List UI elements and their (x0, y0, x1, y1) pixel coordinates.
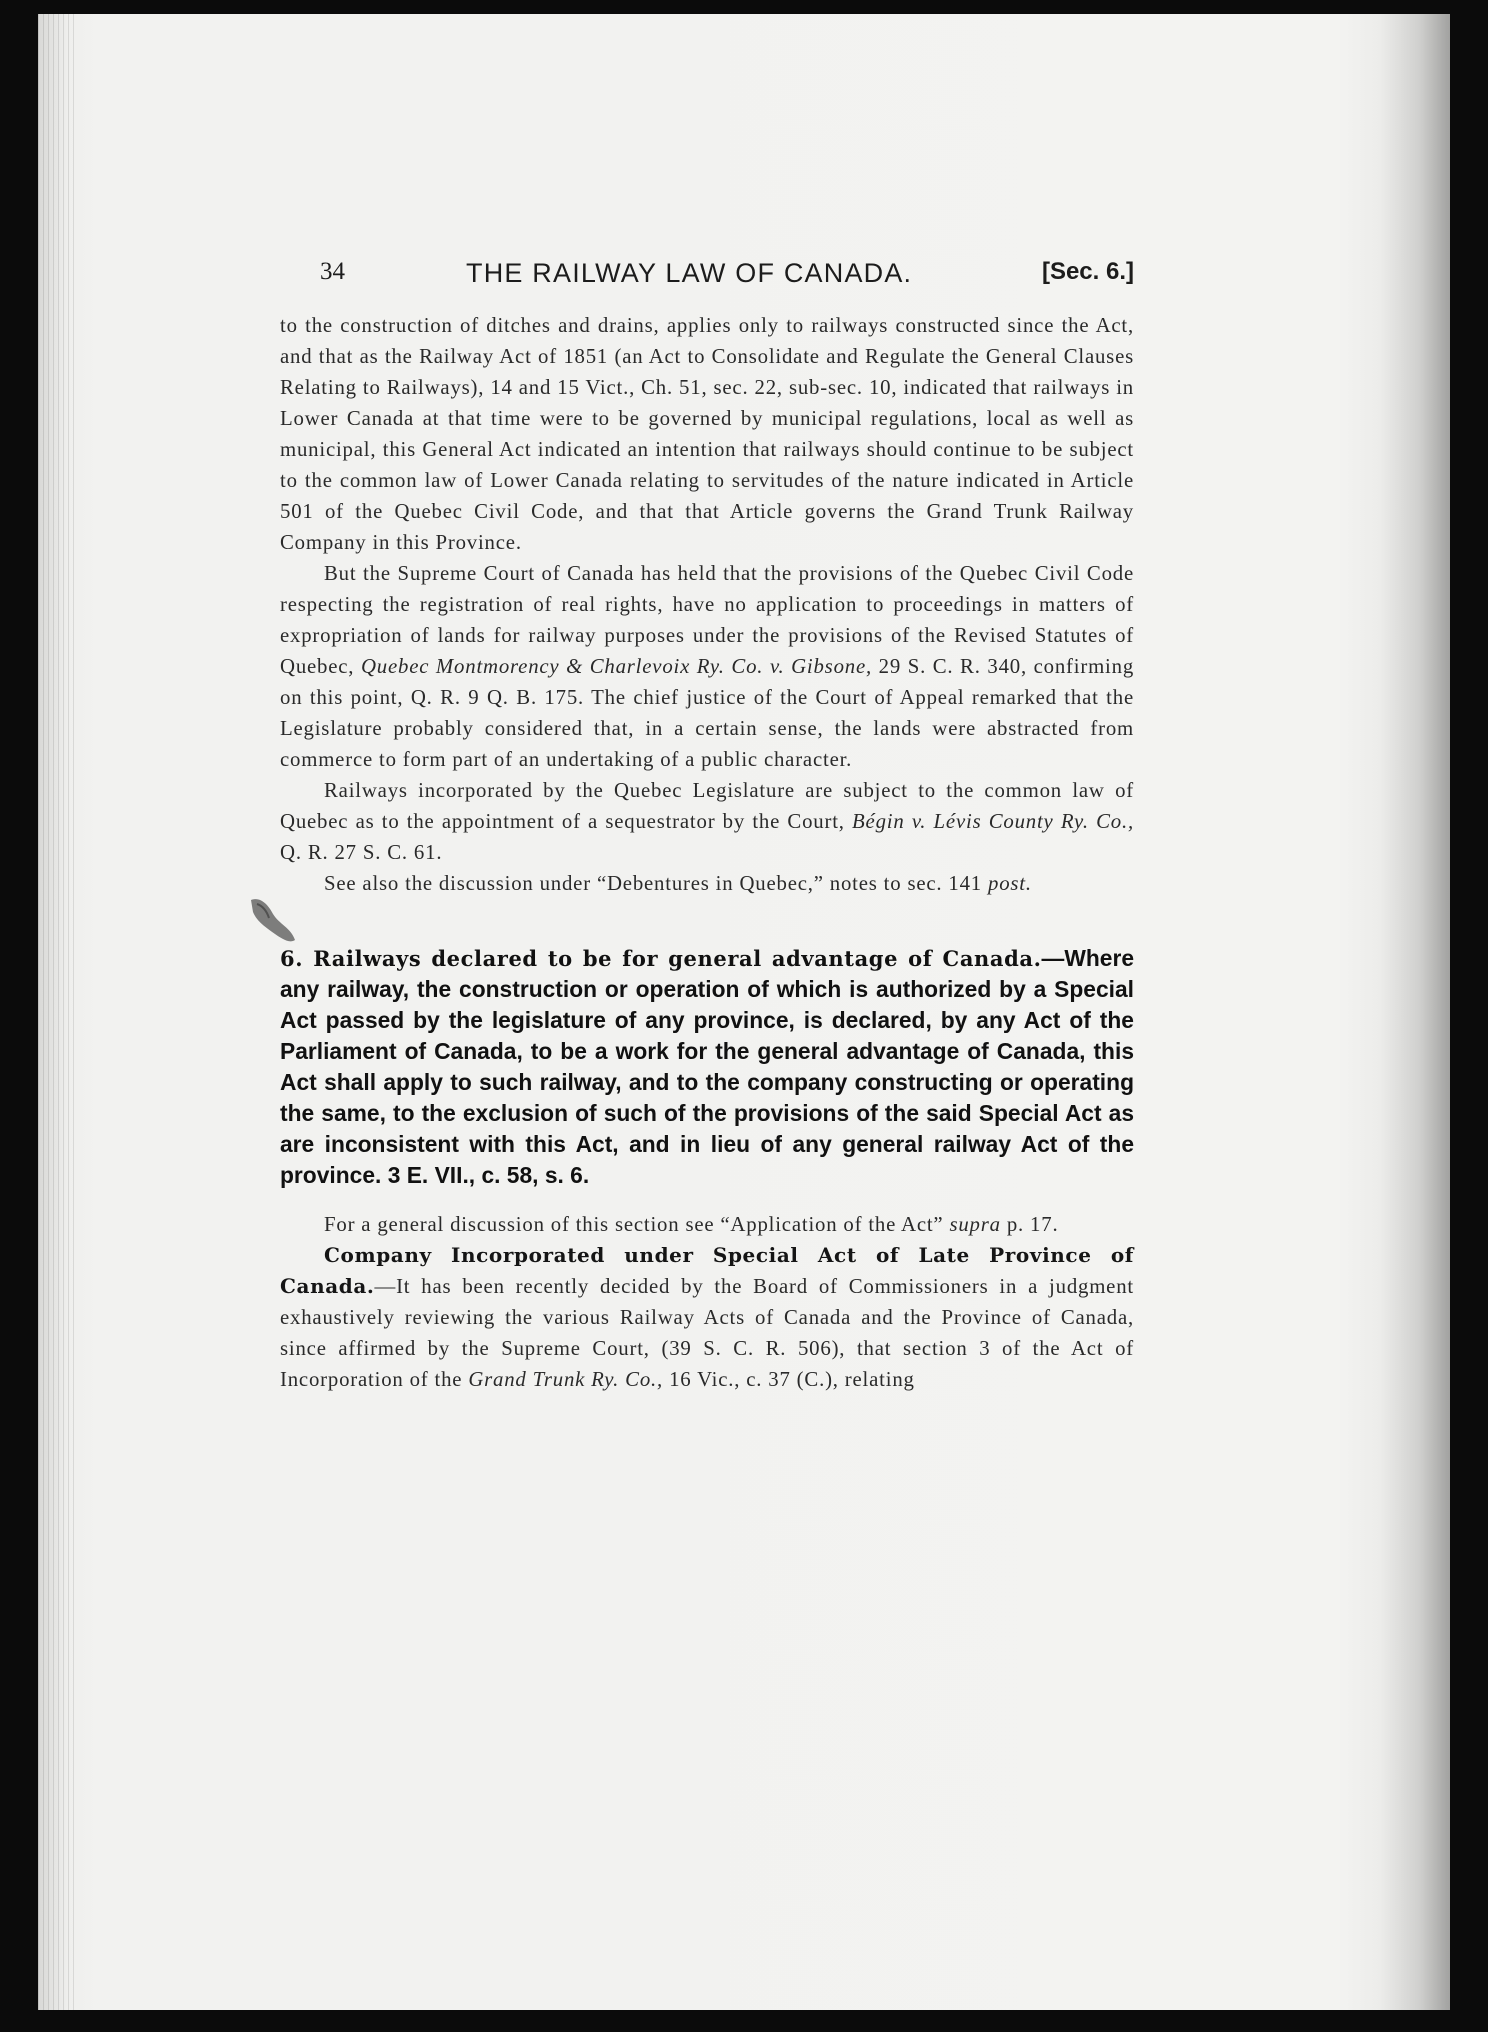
case-citation: Quebec Montmorency & Charlevoix Ry. Co. v. Gibsone, (360, 655, 873, 678)
spacer (280, 1191, 1134, 1209)
statute-text: —Where any railway, the construction or operation of which is authorized by a Special Act passed by the legislature of any province, is declared, by any Act of the Parliament of Canada, to be a work for the general advantage of Canada, this Act shall apply to such railway, and to the company constructing or operating the same, to the exclusion of such of the provisions of the said Special Act as are inconsistent with this Act, and in lieu of any general railway Act of the province. (280, 945, 1134, 1188)
paragraph-text: 29 S. C. R. 340, confirming on this point, Q. R. 9 Q. B. 175. The chief justice of the Court of Appeal remarked that the Legislature probably considered that, in a certain sense, the lands were abstracted from commerce to form part of an undertaking of a public character. (280, 655, 1135, 771)
running-header (280, 248, 1134, 310)
subsection-company-incorporated (280, 1240, 1134, 1395)
paragraph-text: But the Supreme Court of Canada has held that the provisions of the Quebec Civil Code respecting the registration of real rights, have no application to proceedings in matters of expropriation of lands for railway purposes under the provisions of the Revised Statutes of Quebec, (280, 562, 1134, 678)
paragraph-text: Q. R. 27 S. C. 61. (280, 841, 443, 864)
statute-section-6 (280, 943, 1134, 1191)
section-marker: [Sec. 6.] (1041, 258, 1134, 285)
supra-reference: supra (949, 1213, 1001, 1236)
paragraph-sequestrator (280, 775, 1134, 868)
page-edge-shading (38, 14, 78, 2010)
case-citation: Bégin v. Lévis County Ry. Co., (852, 810, 1134, 833)
statute-heading: 6. Railways declared to be for general advantage of Canada. (280, 946, 1042, 971)
subsection-heading: Company Incorporated under Special Act of Late Province of Canada. (280, 1243, 1134, 1298)
company-name: Grand Trunk Ry. Co., (468, 1368, 664, 1391)
paragraph-continuation (280, 310, 1134, 558)
page-number: 34 (320, 258, 345, 285)
statute-citation: 3 E. VII., c. 58, s. 6. (387, 1162, 590, 1188)
running-title: THE RAILWAY LAW OF CANADA. (466, 258, 913, 288)
paragraph-text: See also the discussion under “Debentures in Quebec,” notes to sec. 141 (324, 872, 983, 895)
paragraph-supreme-court (280, 558, 1134, 775)
subsection-text: 16 Vic., c. 37 (C.), relating (669, 1368, 915, 1391)
post-reference: post. (988, 872, 1032, 895)
note-text: For a general discussion of this section see “Application of the Act” (324, 1213, 944, 1236)
note-text: p. 17. (1006, 1213, 1059, 1236)
subsection-text: —It has been recently decided by the Board of Commissioners in a judgment exhaustively reviewing the various Railway Acts of Canada and the Province of Canada, since affirmed by the Supreme Court, (39 S. C. R. 506), that section 3 of the Act of Incorporation of the (280, 1275, 1134, 1391)
paragraph-text: to the construction of ditches and drains, applies only to railways constructed since the Act, and that as the Railway Act of 1851 (an Act to Consolidate and Regulate the General Clauses Relating to Railways), 14 and 15 Vict., Ch. 51, sec. 22, sub-sec. 10, indicated that railways in Lower Canada at that time were to be governed by municipal regulations, local as well as municipal, this General Act indicated an intention that railways should continue to be subject to the common law of Lower Canada relating to servitudes of the nature indicated in Article 501 of the Quebec Civil Code, and that that Article governs the Grand Trunk Railway Company in this Province. (280, 314, 1134, 554)
paragraph-text: Railways incorporated by the Quebec Legislature are subject to the common law of Quebec as to the appointment of a sequestrator by the Court, (280, 779, 1134, 833)
gutter-shadow (1380, 14, 1450, 2010)
note-general-discussion (280, 1209, 1134, 1240)
page-content (280, 248, 1134, 1395)
paragraph-see-also (280, 868, 1134, 899)
